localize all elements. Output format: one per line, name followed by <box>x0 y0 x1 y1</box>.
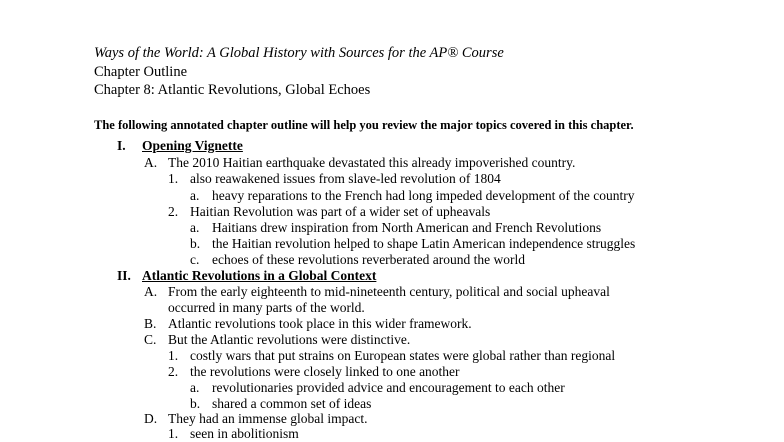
outline-label: a. <box>190 220 200 235</box>
outline-item: the Haitian revolution helped to shape Latin American independence struggles <box>212 236 636 251</box>
outline-item: also reawakened issues from slave-led revolution of 1804 <box>190 171 501 186</box>
outline-label: D. <box>144 411 158 426</box>
book-title: Ways of the World: A Global History with Sources for the AP® Course <box>94 45 504 61</box>
outline-item: the revolutions were closely linked to one another <box>190 364 460 379</box>
outline-item: shared a common set of ideas <box>212 396 372 411</box>
document-type: Chapter Outline <box>94 64 188 80</box>
outline-label: B. <box>144 316 157 331</box>
outline-label: 2. <box>168 364 179 379</box>
outline-item: They had an immense global impact. <box>168 411 368 426</box>
outline-label: A. <box>144 284 158 299</box>
outline-label: a. <box>190 188 200 203</box>
outline-item: echoes of these revolutions reverberated around the world <box>212 252 526 267</box>
outline-item: costly wars that put strains on European states were global rather than regional <box>190 348 616 363</box>
outline-item: Haitian Revolution was part of a wider set of upheavals <box>190 204 491 219</box>
outline-item-continuation: occurred in many parts of the world. <box>168 300 365 315</box>
outline-label: a. <box>190 380 200 395</box>
outline-item: seen in abolitionism <box>190 426 299 441</box>
section-1-number: I. <box>117 138 126 153</box>
outline-label: 1. <box>168 426 179 441</box>
outline-item: heavy reparations to the French had long impeded development of the country <box>212 188 635 203</box>
outline-item: The 2010 Haitian earthquake devastated this already impoverished country. <box>168 155 576 170</box>
section-2-title: Atlantic Revolutions in a Global Context <box>142 268 377 283</box>
outline-label: 2. <box>168 204 179 219</box>
section-2-number: II. <box>117 268 131 283</box>
outline-label: C. <box>144 332 157 347</box>
outline-label: 1. <box>168 348 179 363</box>
outline-item: Atlantic revolutions took place in this wider framework. <box>168 316 472 331</box>
outline-label: c. <box>190 252 200 267</box>
outline-label: b. <box>190 396 201 411</box>
outline-label: 1. <box>168 171 179 186</box>
intro-text: The following annotated chapter outline will help you review the major topics covered in this chapter. <box>94 118 634 132</box>
outline-label: A. <box>144 155 158 170</box>
outline-item: revolutionaries provided advice and encouragement to each other <box>212 380 565 395</box>
section-1-title: Opening Vignette <box>142 138 243 153</box>
outline-item: From the early eighteenth to mid-nineteenth century, political and social upheaval <box>168 284 610 299</box>
outline-label: b. <box>190 236 201 251</box>
chapter-title: Chapter 8: Atlantic Revolutions, Global Echoes <box>94 82 371 98</box>
outline-item: Haitians drew inspiration from North American and French Revolutions <box>212 220 602 235</box>
outline-item: But the Atlantic revolutions were distinctive. <box>168 332 411 347</box>
